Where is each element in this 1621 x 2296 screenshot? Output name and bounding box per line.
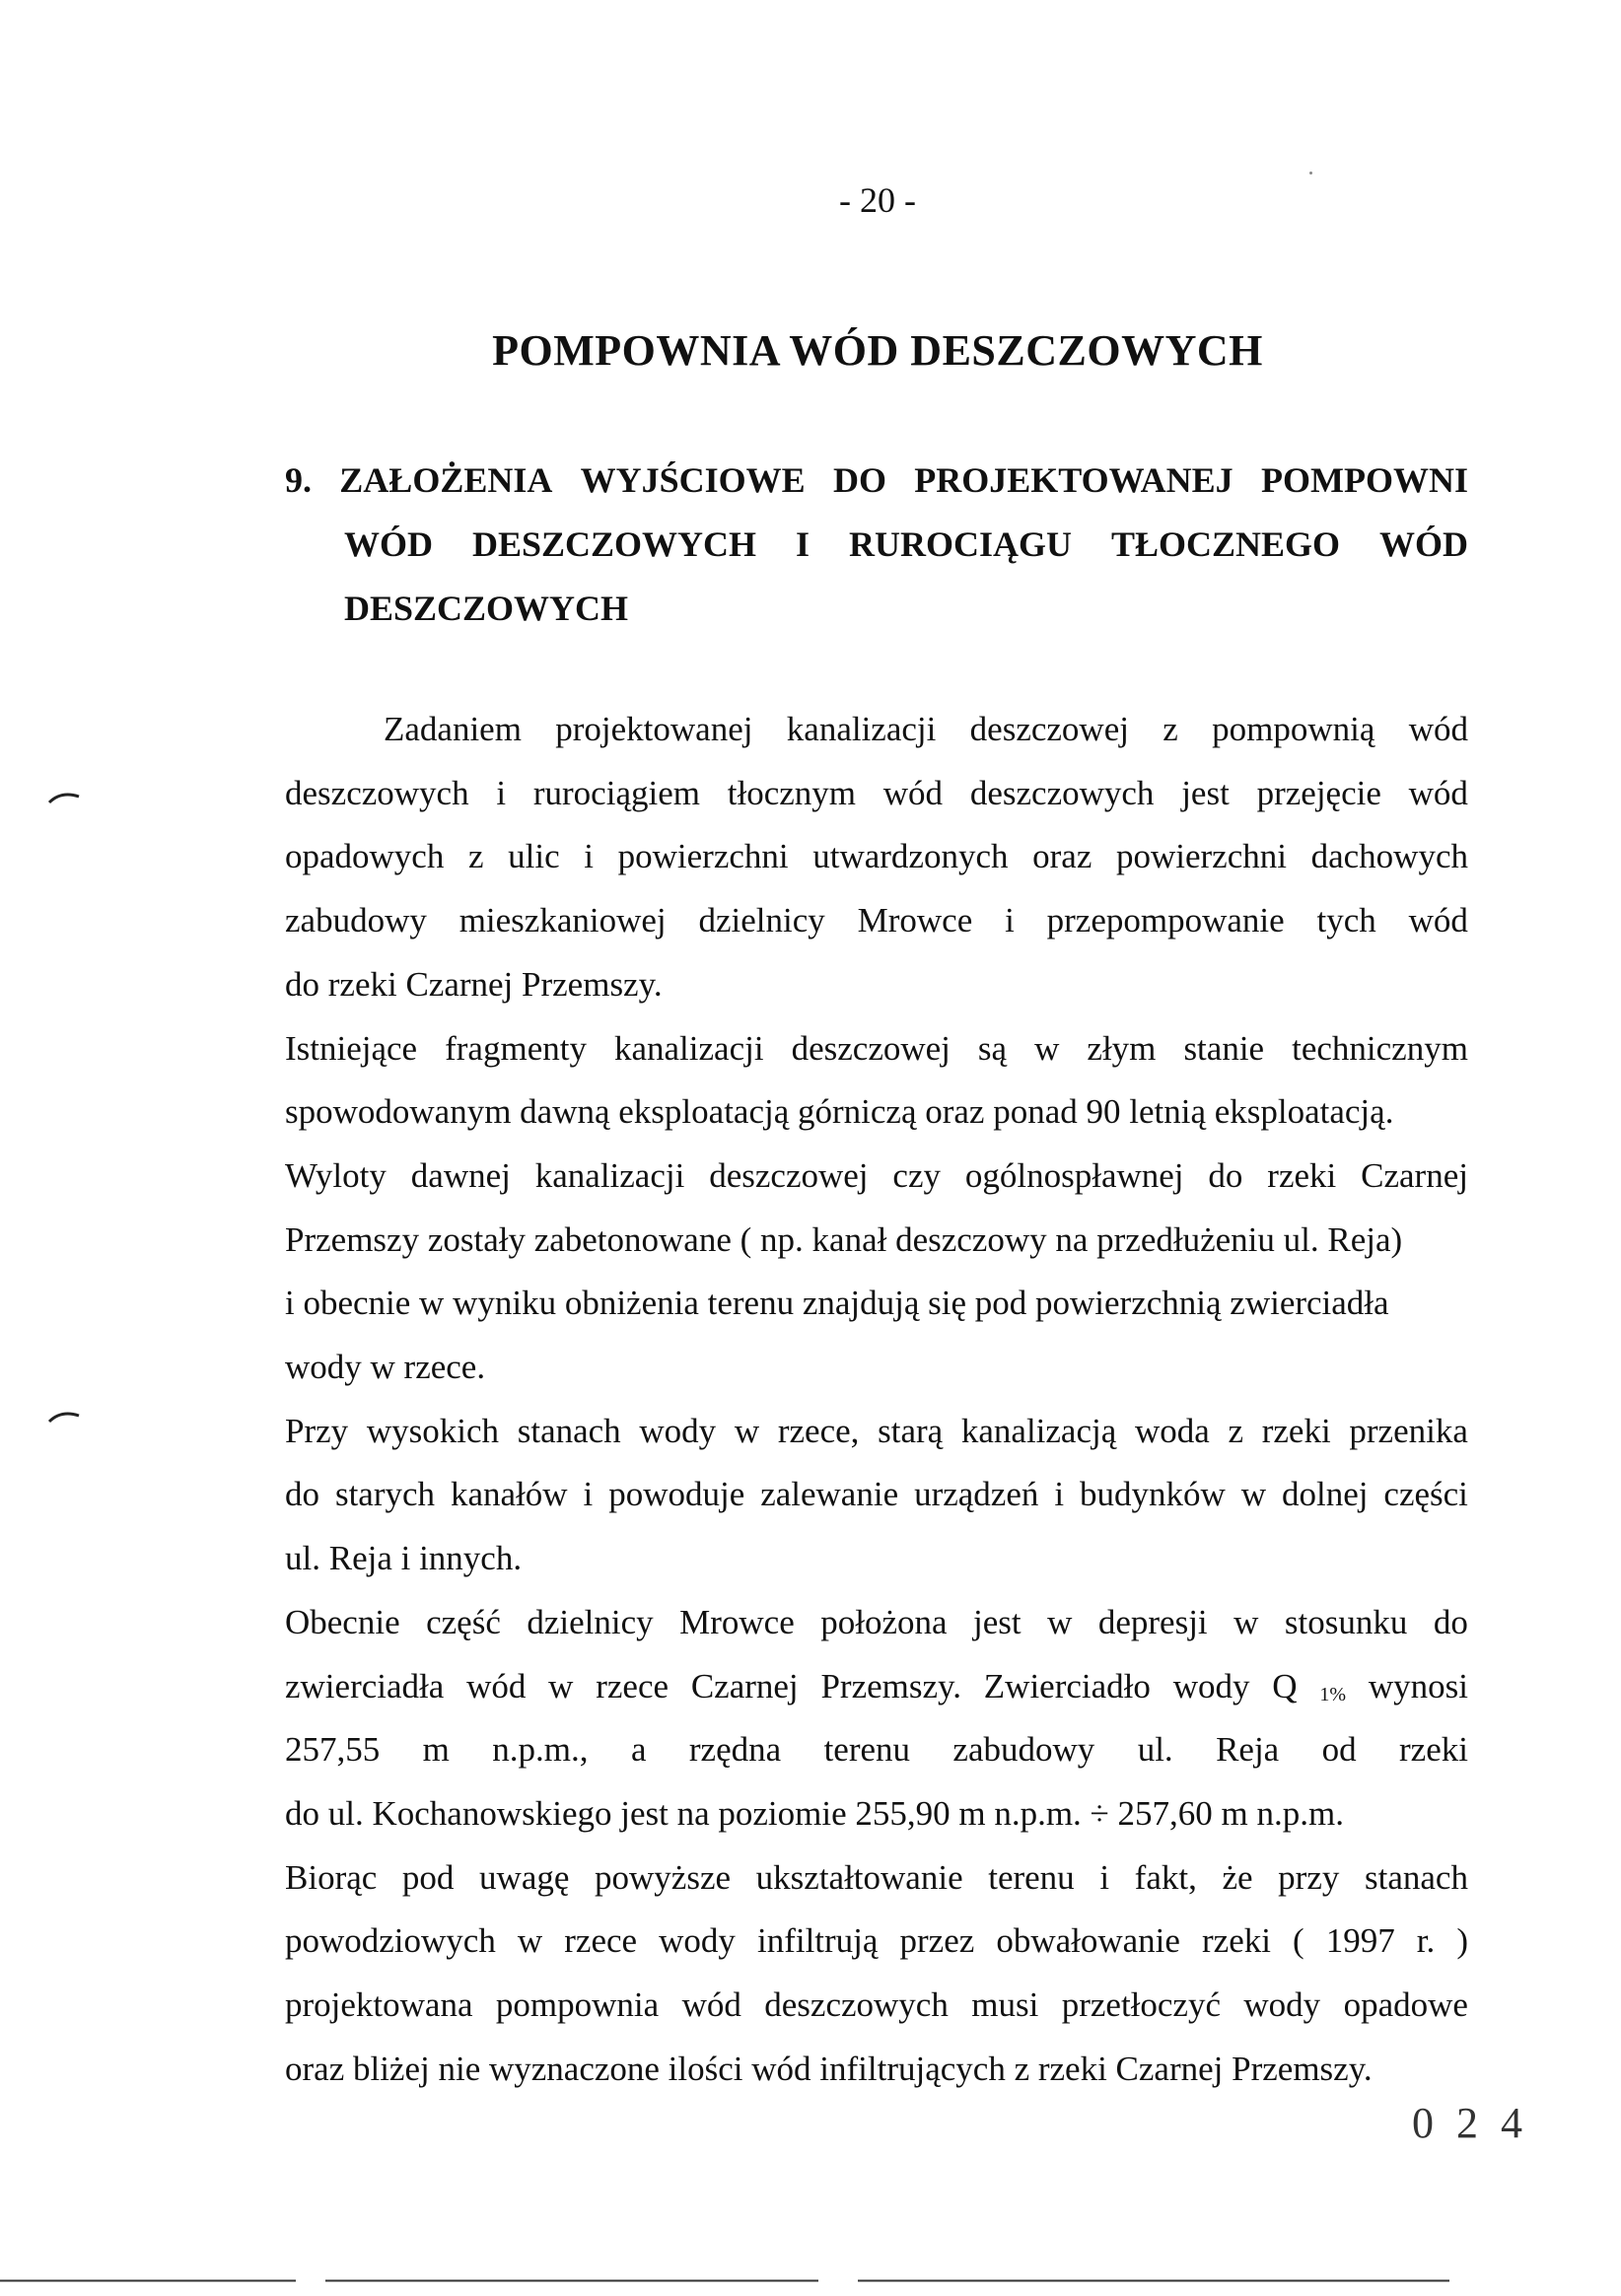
- heading-word: WÓD: [1379, 524, 1468, 564]
- body-word: infiltrują: [756, 1921, 879, 1961]
- body-word: z: [1228, 1411, 1244, 1450]
- body-word: Reja: [1216, 1730, 1280, 1770]
- body-word: opadowych: [285, 837, 445, 876]
- body-word: położona: [820, 1602, 948, 1641]
- heading-word: POMPOWNI: [1260, 460, 1468, 500]
- body-word: Wyloty: [285, 1155, 387, 1195]
- heading-word: I: [796, 524, 810, 564]
- section-heading-line-3: [285, 577, 1468, 641]
- body-word: deszczowej: [791, 1028, 951, 1068]
- body-word: 1%: [1319, 1683, 1347, 1705]
- body-word: powierzchni: [1115, 837, 1287, 876]
- heading-word: DESZCZOWYCH: [344, 589, 629, 628]
- body-word: wody: [659, 1921, 736, 1961]
- body-line: [285, 698, 1468, 762]
- body-word: rzeki: [1202, 1921, 1271, 1961]
- body-word: rzędna: [688, 1730, 782, 1770]
- body-word: ulic: [508, 837, 560, 876]
- page-title: POMPOWNIA WÓD DESZCZOWYCH: [492, 326, 1263, 375]
- body-line: spowodowanym dawną eksploatacją górniczą oraz ponad 90 letnią eksploatacją.: [285, 1092, 1394, 1132]
- body-word: zwierciadła: [285, 1666, 445, 1705]
- body-line: [285, 1655, 1468, 1719]
- body-word: powierzchni: [617, 837, 789, 876]
- body-word: rzece,: [777, 1411, 860, 1450]
- body-word: Czarnej: [1361, 1155, 1468, 1195]
- body-word: projektowanej: [555, 710, 753, 748]
- body-word: kanalizacji: [786, 710, 937, 748]
- body-word: złym: [1087, 1028, 1157, 1068]
- body-word: wynosi: [1368, 1666, 1468, 1705]
- body-word: woda: [1134, 1411, 1210, 1450]
- body-word: deszczowej: [969, 710, 1129, 748]
- body-word: wysokich: [366, 1411, 500, 1450]
- body-word: pompownia: [495, 1985, 660, 2025]
- body-word: do: [285, 1475, 319, 1514]
- body-word: ogólnospławnej: [964, 1155, 1184, 1195]
- body-line: [285, 1400, 1468, 1464]
- body-line: Przemszy zostały zabetonowane ( np. kanał deszczowy na przedłużeniu ul. Reja): [285, 1219, 1403, 1259]
- body-word: rzeki: [1399, 1730, 1468, 1770]
- body-line: do ul. Kochanowskiego jest na poziomie 255,90 m n.p.m. ÷ 257,60 m n.p.m.: [285, 1793, 1344, 1833]
- body-line: [285, 1846, 1468, 1911]
- body-word: musi: [971, 1985, 1039, 2025]
- body-word: urządzeń: [914, 1475, 1039, 1514]
- body-word: ul.: [1137, 1730, 1173, 1770]
- body-word: Czarnej: [690, 1666, 799, 1705]
- body-word: i: [496, 773, 507, 812]
- body-word: dzielnicy: [527, 1602, 654, 1641]
- body-word: depresji: [1097, 1602, 1208, 1641]
- section-heading: [285, 449, 1468, 641]
- body-word: fakt,: [1134, 1857, 1197, 1897]
- body-word: Istniejące: [285, 1028, 418, 1068]
- body-word: rurociągiem: [532, 773, 700, 812]
- body-line: [285, 1145, 1468, 1209]
- body-word: zalewanie: [760, 1475, 899, 1514]
- body-word: wody: [1243, 1985, 1321, 2025]
- body-line: [285, 1974, 1468, 2038]
- body-line: [285, 1910, 1468, 1974]
- body-word: część: [426, 1602, 501, 1641]
- scan-speck: [1309, 172, 1312, 174]
- body-line: [285, 889, 1468, 953]
- body-word: r.: [1416, 1921, 1436, 1961]
- body-word: stosunku: [1284, 1602, 1408, 1641]
- body-word: w: [1233, 1602, 1259, 1641]
- body-word: oraz: [1032, 837, 1092, 876]
- body-word: kanalizacją: [960, 1411, 1117, 1450]
- bottom-rule: [0, 2279, 1621, 2282]
- heading-word: WYJŚCIOWE: [580, 460, 806, 500]
- body-word: wód: [681, 1985, 741, 2025]
- section-heading-line-2: [285, 513, 1468, 577]
- margin-mark-icon: [47, 1408, 81, 1426]
- body-paragraphs: [285, 698, 1468, 2101]
- body-word: projektowana: [285, 1985, 473, 2025]
- body-word: i: [583, 1475, 594, 1514]
- body-word: części: [1383, 1475, 1468, 1514]
- body-word: wody: [1172, 1666, 1250, 1705]
- body-word: ): [1456, 1921, 1468, 1961]
- heading-word: ZAŁOŻENIA: [339, 460, 553, 500]
- body-word: ukształtowanie: [755, 1857, 963, 1897]
- body-line: [285, 1463, 1468, 1527]
- body-word: i: [1099, 1857, 1110, 1897]
- body-word: do: [1433, 1602, 1468, 1641]
- body-word: terenu: [988, 1857, 1075, 1897]
- body-word: 1997: [1325, 1921, 1395, 1961]
- body-word: Obecnie: [285, 1602, 400, 1641]
- body-word: utwardzonych: [812, 837, 1009, 876]
- body-word: wód: [466, 1666, 527, 1705]
- body-word: budynków: [1080, 1475, 1226, 1514]
- body-word: i: [1005, 901, 1015, 940]
- body-word: pompownią: [1212, 710, 1375, 748]
- body-word: m: [422, 1730, 450, 1770]
- body-word: dachowych: [1310, 837, 1468, 876]
- body-word: od: [1321, 1730, 1357, 1770]
- body-word: a: [630, 1730, 647, 1770]
- body-word: rzeki: [1267, 1155, 1337, 1195]
- body-word: pod: [401, 1857, 455, 1897]
- body-word: technicznym: [1292, 1028, 1468, 1068]
- body-word: obwałowanie: [996, 1921, 1180, 1961]
- body-word: w: [517, 1921, 543, 1961]
- body-word: zabudowy: [285, 901, 427, 940]
- heading-word: PROJEKTOWANEJ: [914, 460, 1233, 500]
- body-word: stanie: [1183, 1028, 1265, 1068]
- body-line: [285, 1591, 1468, 1655]
- body-word: przejęcie: [1256, 773, 1381, 812]
- body-word: rzece: [596, 1666, 670, 1705]
- body-word: starych: [334, 1475, 436, 1514]
- body-word: tłocznym: [727, 773, 856, 812]
- heading-word: WÓD: [344, 524, 433, 564]
- margin-mark-icon: [47, 789, 81, 806]
- body-word: uwagę: [479, 1857, 570, 1897]
- heading-word: TŁOCZNEGO: [1110, 524, 1341, 564]
- body-word: i: [584, 837, 594, 876]
- body-word: dolnej: [1281, 1475, 1369, 1514]
- body-word: deszczowych: [764, 1985, 949, 2025]
- body-word: tych: [1316, 901, 1376, 940]
- body-word: wody: [639, 1411, 717, 1450]
- body-word: do: [1208, 1155, 1243, 1195]
- body-word: deszczowych: [969, 773, 1155, 812]
- heading-word: DESZCZOWYCH: [471, 524, 757, 564]
- body-word: Zadaniem: [384, 710, 522, 748]
- body-line: i obecnie w wyniku obniżenia terenu znajdują się pod powierzchnią zwierciadła: [285, 1284, 1389, 1323]
- body-line: do rzeki Czarnej Przemszy.: [285, 964, 663, 1004]
- body-word: wód: [1408, 901, 1468, 940]
- body-word: mieszkaniowej: [458, 901, 667, 940]
- body-word: stanach: [1365, 1857, 1468, 1897]
- body-word: przez: [899, 1921, 975, 1961]
- body-word: powodziowych: [285, 1921, 496, 1961]
- body-word: jest: [1181, 773, 1230, 812]
- body-word: Mrowce: [857, 901, 973, 940]
- body-word: fragmenty: [445, 1028, 587, 1068]
- page-number: - 20 -: [839, 180, 916, 220]
- body-word: jest: [973, 1602, 1022, 1641]
- body-word: w: [548, 1666, 574, 1705]
- body-word: przetłoczyć: [1061, 1985, 1221, 2025]
- body-word: terenu: [823, 1730, 911, 1770]
- body-word: przenika: [1349, 1411, 1468, 1450]
- body-line: oraz bliżej nie wyznaczone ilości wód infiltrujących z rzeki Czarnej Przemszy.: [285, 2049, 1373, 2088]
- body-word: w: [1034, 1028, 1060, 1068]
- body-word: że: [1222, 1857, 1253, 1897]
- body-word: Przy: [285, 1411, 349, 1450]
- body-word: deszczowej: [709, 1155, 869, 1195]
- body-word: z: [467, 837, 484, 876]
- body-word: są: [977, 1028, 1008, 1068]
- body-word: czy: [892, 1155, 941, 1195]
- body-line: [285, 762, 1468, 826]
- body-word: przepompowanie: [1046, 901, 1285, 940]
- body-word: rzeki: [1261, 1411, 1331, 1450]
- body-word: 257,55: [285, 1730, 381, 1770]
- body-word: stanach: [517, 1411, 621, 1450]
- body-line: [285, 825, 1468, 889]
- body-word: przy: [1278, 1857, 1340, 1897]
- body-word: Mrowce: [679, 1602, 795, 1641]
- body-word: Przemszy.: [820, 1666, 961, 1705]
- heading-word: DO: [833, 460, 886, 500]
- body-word: i: [1054, 1475, 1065, 1514]
- body-word: wód: [1408, 710, 1468, 748]
- body-word: powyższe: [595, 1857, 732, 1897]
- body-word: rzece: [564, 1921, 638, 1961]
- body-word: (: [1293, 1921, 1304, 1961]
- body-word: Biorąc: [285, 1857, 378, 1897]
- body-word: n.p.m.,: [492, 1730, 589, 1770]
- body-word: deszczowych: [285, 773, 469, 812]
- body-word: z: [1163, 710, 1178, 748]
- body-word: wód: [882, 773, 944, 812]
- body-word: starą: [878, 1411, 944, 1450]
- body-word: dzielnicy: [698, 901, 825, 940]
- body-word: kanalizacji: [534, 1155, 685, 1195]
- body-word: kanałów: [450, 1475, 568, 1514]
- body-word: Zwierciadło: [983, 1666, 1151, 1705]
- body-word: w: [1240, 1475, 1267, 1514]
- section-number: 9.: [285, 460, 312, 500]
- body-word: zabudowy: [952, 1730, 1095, 1770]
- body-word: w: [734, 1411, 760, 1450]
- body-word: wód: [1408, 773, 1468, 812]
- body-line: [285, 1017, 1468, 1081]
- body-word: w: [1047, 1602, 1073, 1641]
- body-line: [285, 1718, 1468, 1782]
- body-word: kanalizacji: [613, 1028, 764, 1068]
- section-heading-line-1: [285, 449, 1468, 513]
- body-word: powoduje: [608, 1475, 745, 1514]
- body-word: dawnej: [410, 1155, 511, 1195]
- heading-word: RUROCIĄGU: [848, 524, 1072, 564]
- body-line: wody w rzece.: [285, 1348, 486, 1387]
- body-line: ul. Reja i innych.: [285, 1539, 523, 1578]
- body-word: Q: [1272, 1666, 1298, 1705]
- document-stamp-number: 0 2 4: [1412, 2099, 1528, 2147]
- body-word: opadowe: [1343, 1985, 1468, 2025]
